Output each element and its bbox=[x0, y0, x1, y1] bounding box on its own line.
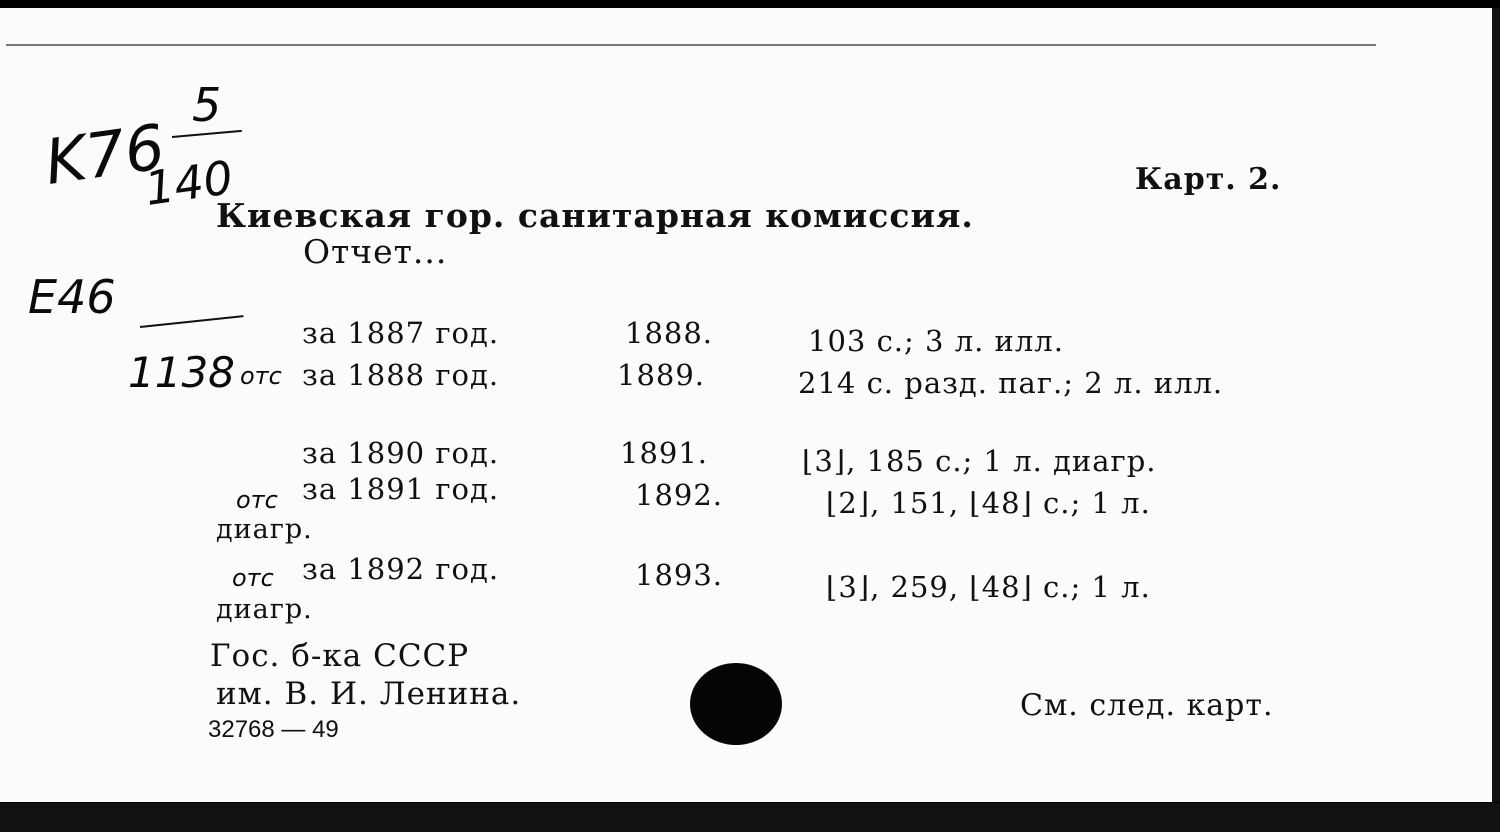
handwritten-mark-line bbox=[140, 315, 244, 328]
entry-label: за 1890 год. bbox=[302, 436, 500, 470]
author-heading: Киевская гор. санитарная комиссия. bbox=[216, 196, 974, 235]
entry-year: 1892. bbox=[635, 478, 724, 512]
entry-label: за 1888 год. bbox=[302, 358, 500, 392]
bottom-scan-edge bbox=[0, 803, 1500, 832]
entry-label: за 1891 год. bbox=[302, 472, 500, 506]
entry-continuation: диагр. bbox=[216, 594, 313, 625]
print-code: 32768 — 49 bbox=[208, 716, 339, 743]
library-line-2: им. В. И. Ленина. bbox=[216, 676, 522, 712]
handwritten-call-number-top: 5 bbox=[192, 78, 222, 132]
handwritten-call-number-main: K76 bbox=[40, 110, 170, 199]
entry-desc: 214 с. разд. паг.; 2 л. илл. bbox=[798, 366, 1224, 400]
top-rule bbox=[6, 44, 1376, 46]
entry-desc: ⌊2⌋, 151, ⌊48⌋ с.; 1 л. bbox=[826, 486, 1151, 520]
entry-year: 1891. bbox=[620, 436, 709, 470]
entry-label: за 1892 год. bbox=[302, 552, 500, 586]
catalog-card bbox=[0, 8, 1500, 802]
title-heading: Отчет... bbox=[303, 232, 448, 271]
handwritten-note-otc: отс bbox=[240, 362, 282, 390]
entry-year: 1893. bbox=[635, 558, 724, 592]
library-line-1: Гос. б-ка СССР bbox=[210, 638, 470, 674]
entry-year: 1888. bbox=[625, 316, 714, 350]
entry-desc: 103 с.; 3 л. илл. bbox=[808, 324, 1064, 358]
handwritten-mark-e: E46 bbox=[28, 270, 116, 324]
entry-year: 1889. bbox=[617, 358, 706, 392]
entry-desc: ⌊3⌋, 185 с.; 1 л. диагр. bbox=[802, 444, 1157, 478]
punch-hole bbox=[690, 663, 782, 745]
handwritten-note-otc: отс bbox=[232, 564, 274, 592]
handwritten-mark-num: 1138 bbox=[128, 348, 235, 397]
card-label: Карт. 2. bbox=[1135, 162, 1282, 197]
handwritten-call-number-sub: 140 bbox=[141, 150, 237, 216]
handwritten-note-otc: отс bbox=[236, 486, 278, 514]
entry-label: за 1887 год. bbox=[302, 316, 500, 350]
entry-continuation: диагр. bbox=[216, 514, 313, 545]
see-next-card: См. след. карт. bbox=[1020, 688, 1274, 723]
entry-desc: ⌊3⌋, 259, ⌊48⌋ с.; 1 л. bbox=[826, 570, 1151, 604]
